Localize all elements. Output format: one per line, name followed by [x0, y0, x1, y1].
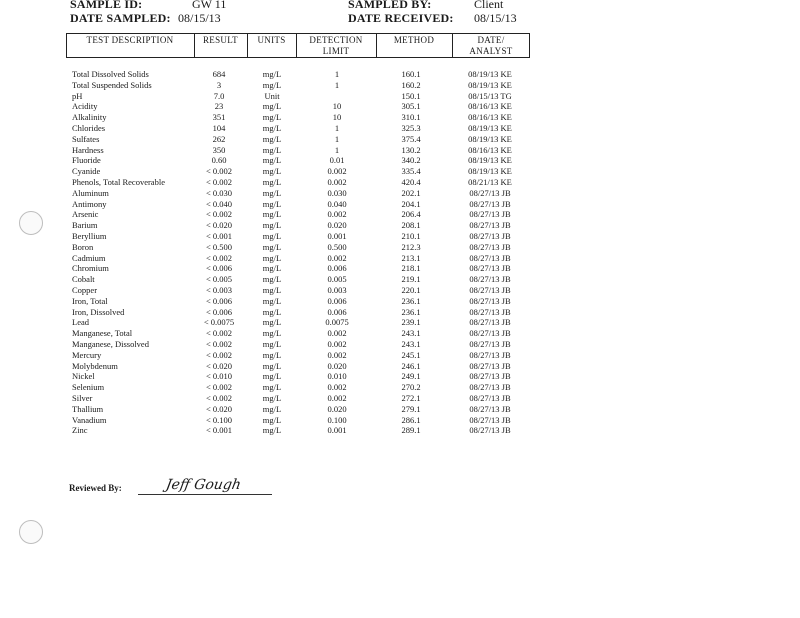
test-description: Antimony — [72, 198, 107, 209]
date-analyst-value: 08/16/13 KE — [468, 144, 512, 155]
test-description: Acidity — [72, 101, 98, 112]
date-analyst-value: 08/15/13 TG — [468, 90, 512, 101]
method-value: 340.2 — [401, 155, 421, 166]
test-description: Cobalt — [72, 274, 95, 285]
result-value: 3 — [216, 79, 222, 90]
method-value: 270.2 — [401, 382, 421, 393]
detection-limit-value: 0.040 — [327, 198, 347, 209]
col-detection-limit-line2: LIMIT — [322, 46, 350, 56]
unit-value: mg/L — [262, 317, 282, 328]
detection-limit-value: 10 — [332, 112, 342, 123]
result-value: < 0.002 — [205, 166, 233, 177]
method-value: 239.1 — [401, 317, 421, 328]
result-value: < 0.010 — [205, 371, 233, 382]
test-description: Alkalinity — [72, 112, 107, 123]
detection-limit-value: 0.002 — [327, 349, 347, 360]
unit-value: mg/L — [262, 392, 282, 403]
unit-value: mg/L — [262, 79, 282, 90]
test-description: Zinc — [72, 425, 88, 436]
detection-limit-value: 0.006 — [327, 306, 347, 317]
method-value: 420.4 — [401, 176, 421, 187]
test-description: Mercury — [72, 349, 102, 360]
test-description: Fluoride — [72, 155, 101, 166]
method-value: 243.1 — [401, 338, 421, 349]
result-value: 23 — [214, 101, 224, 112]
result-value: < 0.002 — [205, 349, 233, 360]
unit-value: mg/L — [262, 198, 282, 209]
result-value: < 0.001 — [205, 425, 233, 436]
unit-value: mg/L — [262, 382, 282, 393]
date-analyst-value: 08/27/13 JB — [469, 414, 511, 425]
method-value: 204.1 — [401, 198, 421, 209]
test-description: Manganese, Total — [72, 328, 133, 339]
method-value: 160.2 — [401, 79, 421, 90]
date-analyst-value: 08/27/13 JB — [469, 338, 511, 349]
unit-value: mg/L — [262, 133, 282, 144]
unit-value: mg/L — [262, 241, 282, 252]
method-value: 202.1 — [401, 187, 421, 198]
col-units: UNITS — [257, 35, 286, 45]
date-analyst-value: 08/19/13 KE — [468, 133, 512, 144]
unit-value: mg/L — [262, 166, 282, 177]
detection-limit-value: 0.002 — [327, 382, 347, 393]
table-row — [0, 415, 800, 426]
table-row — [0, 382, 800, 393]
result-value: < 0.006 — [205, 263, 233, 274]
table-row — [0, 220, 800, 231]
result-value: < 0.002 — [205, 209, 233, 220]
test-description: Boron — [72, 241, 94, 252]
result-value: 104 — [212, 122, 226, 133]
date-analyst-value: 08/27/13 JB — [469, 392, 511, 403]
test-description: Vanadium — [72, 414, 107, 425]
date-analyst-value: 08/19/13 KE — [468, 122, 512, 133]
test-description: Cyanide — [72, 166, 101, 177]
test-description: Iron, Total — [72, 295, 108, 306]
table-row — [0, 91, 800, 102]
method-value: 249.1 — [401, 371, 421, 382]
col-date-analyst-line1: DATE/ — [477, 35, 505, 45]
method-value: 160.1 — [401, 69, 421, 79]
method-value: 208.1 — [401, 220, 421, 231]
test-description: Chlorides — [72, 122, 106, 133]
result-value: < 0.500 — [205, 241, 233, 252]
date-analyst-value: 08/19/13 KE — [468, 79, 512, 90]
reviewed-by-label: Reviewed By: — [69, 483, 122, 493]
method-value: 375.4 — [401, 133, 421, 144]
test-description: Hardness — [72, 144, 104, 155]
col-method: METHOD — [393, 35, 435, 45]
sampled-by-value: Client — [474, 0, 504, 11]
date-analyst-value: 08/27/13 JB — [469, 295, 511, 306]
date-analyst-value: 08/27/13 JB — [469, 371, 511, 382]
date-analyst-value: 08/27/13 JB — [469, 425, 511, 436]
test-description: Selenium — [72, 382, 105, 393]
test-description: Arsenic — [72, 209, 99, 220]
detection-limit-value: 0.005 — [327, 274, 347, 285]
sample-id-value: GW 11 — [192, 0, 227, 11]
date-received-label: DATE RECEIVED: — [348, 11, 454, 25]
table-row — [0, 339, 800, 350]
test-description: Iron, Dissolved — [72, 306, 125, 317]
table-row — [0, 177, 800, 188]
method-value: 213.1 — [401, 252, 421, 263]
col-date-analyst-line2: ANALYST — [469, 46, 513, 56]
detection-limit-value: 0.002 — [327, 166, 347, 177]
method-value: 218.1 — [401, 263, 421, 274]
date-analyst-value: 08/27/13 JB — [469, 284, 511, 295]
result-value: 350 — [212, 144, 226, 155]
method-value: 335.4 — [401, 166, 421, 177]
result-value: < 0.002 — [205, 392, 233, 403]
method-value: 130.2 — [401, 144, 421, 155]
table-row — [0, 371, 800, 382]
unit-value: mg/L — [262, 425, 282, 436]
unit-value: mg/L — [262, 284, 282, 295]
result-value: < 0.0075 — [203, 317, 235, 328]
method-value: 279.1 — [401, 403, 421, 414]
unit-value: mg/L — [262, 144, 282, 155]
table-row — [0, 134, 800, 145]
date-analyst-value: 08/27/13 JB — [469, 209, 511, 220]
date-analyst-value: 08/21/13 KE — [468, 176, 512, 187]
result-value: 262 — [212, 133, 226, 144]
detection-limit-value: 0.0075 — [325, 317, 349, 328]
date-analyst-value: 08/27/13 JB — [469, 382, 511, 393]
detection-limit-value: 0.010 — [327, 371, 347, 382]
method-value: 206.4 — [401, 209, 421, 220]
table-row — [0, 350, 800, 361]
detection-limit-value: 0.006 — [327, 263, 347, 274]
unit-value: mg/L — [262, 176, 282, 187]
detection-limit-value: 0.002 — [327, 338, 347, 349]
test-description: Manganese, Dissolved — [72, 338, 149, 349]
method-value: 210.1 — [401, 230, 421, 241]
detection-limit-value: 0.002 — [327, 328, 347, 339]
test-description: Phenols, Total Recoverable — [72, 176, 165, 187]
unit-value: mg/L — [262, 338, 282, 349]
table-row — [0, 242, 800, 253]
table-row — [0, 253, 800, 264]
test-description: Silver — [72, 392, 93, 403]
unit-value: mg/L — [262, 349, 282, 360]
table-row — [0, 317, 800, 328]
test-description: Barium — [72, 220, 98, 231]
method-value: 219.1 — [401, 274, 421, 285]
date-analyst-value: 08/27/13 JB — [469, 317, 511, 328]
method-value: 245.1 — [401, 349, 421, 360]
detection-limit-value: 0.030 — [327, 187, 347, 198]
unit-value: mg/L — [262, 122, 282, 133]
table-row — [0, 285, 800, 296]
detection-limit-value: 0.020 — [327, 220, 347, 231]
result-value: < 0.040 — [205, 198, 233, 209]
table-row — [0, 199, 800, 210]
result-value: < 0.006 — [205, 295, 233, 306]
results-table — [0, 69, 800, 436]
unit-value: mg/L — [262, 306, 282, 317]
unit-value: Unit — [264, 90, 280, 101]
method-value: 243.1 — [401, 328, 421, 339]
detection-limit-value: 1 — [334, 69, 340, 79]
test-description: Cadmium — [72, 252, 106, 263]
date-analyst-value: 08/27/13 JB — [469, 263, 511, 274]
result-value: < 0.020 — [205, 220, 233, 231]
unit-value: mg/L — [262, 360, 282, 371]
result-value: < 0.003 — [205, 284, 233, 295]
test-description: Lead — [72, 317, 89, 328]
date-analyst-value: 08/27/13 JB — [469, 274, 511, 285]
table-row — [0, 425, 800, 436]
table-row — [0, 166, 800, 177]
date-analyst-value: 08/27/13 JB — [469, 187, 511, 198]
col-test-description: TEST DESCRIPTION — [86, 35, 174, 45]
unit-value: mg/L — [262, 263, 282, 274]
table-row — [0, 328, 800, 339]
test-description: Nickel — [72, 371, 95, 382]
table-row — [0, 155, 800, 166]
date-analyst-value: 08/27/13 JB — [469, 241, 511, 252]
result-value: < 0.002 — [205, 382, 233, 393]
result-value: < 0.006 — [205, 306, 233, 317]
method-value: 286.1 — [401, 414, 421, 425]
result-value: < 0.002 — [205, 176, 233, 187]
detection-limit-value: 10 — [332, 101, 342, 112]
date-analyst-value: 08/16/13 KE — [468, 112, 512, 123]
test-description: Aluminum — [72, 187, 109, 198]
date-analyst-value: 08/19/13 KE — [468, 69, 512, 79]
table-row — [0, 209, 800, 220]
result-value: < 0.020 — [205, 403, 233, 414]
detection-limit-value: 0.020 — [327, 403, 347, 414]
method-value: 150.1 — [401, 90, 421, 101]
table-row — [0, 307, 800, 318]
method-value: 289.1 — [401, 425, 421, 436]
unit-value: mg/L — [262, 209, 282, 220]
test-description: Thallium — [72, 403, 104, 414]
date-analyst-value: 08/27/13 JB — [469, 252, 511, 263]
method-value: 325.3 — [401, 122, 421, 133]
date-analyst-value: 08/27/13 JB — [469, 328, 511, 339]
result-value: < 0.030 — [205, 187, 233, 198]
result-value: < 0.002 — [205, 338, 233, 349]
date-sampled-value: 08/15/13 — [178, 11, 221, 25]
result-value: 351 — [212, 112, 226, 123]
table-row — [0, 69, 800, 80]
unit-value: mg/L — [262, 274, 282, 285]
unit-value: mg/L — [262, 220, 282, 231]
test-description: pH — [72, 90, 83, 101]
table-row — [0, 393, 800, 404]
unit-value: mg/L — [262, 69, 282, 79]
unit-value: mg/L — [262, 371, 282, 382]
test-description: Copper — [72, 284, 98, 295]
date-sampled-label: DATE SAMPLED: — [70, 11, 171, 25]
method-value: 236.1 — [401, 306, 421, 317]
unit-value: mg/L — [262, 112, 282, 123]
date-analyst-value: 08/27/13 JB — [469, 349, 511, 360]
detection-limit-value: 1 — [334, 122, 340, 133]
date-analyst-value: 08/27/13 JB — [469, 306, 511, 317]
method-value: 212.3 — [401, 241, 421, 252]
detection-limit-value: 0.01 — [329, 155, 345, 166]
detection-limit-value: 0.003 — [327, 284, 347, 295]
col-result: RESULT — [203, 35, 238, 45]
date-analyst-value: 08/27/13 JB — [469, 230, 511, 241]
result-value: < 0.100 — [205, 414, 233, 425]
date-analyst-value: 08/27/13 JB — [469, 360, 511, 371]
reviewer-signature: Jeff Gough — [164, 477, 243, 493]
unit-value: mg/L — [262, 101, 282, 112]
unit-value: mg/L — [262, 187, 282, 198]
detection-limit-value: 0.002 — [327, 392, 347, 403]
date-analyst-value: 08/19/13 KE — [468, 166, 512, 177]
unit-value: mg/L — [262, 155, 282, 166]
date-analyst-value: 08/27/13 JB — [469, 220, 511, 231]
table-row — [0, 263, 800, 274]
col-detection-limit-line1: DETECTION — [309, 35, 363, 45]
date-analyst-value: 08/27/13 JB — [469, 403, 511, 414]
test-description: Total Dissolved Solids — [72, 69, 149, 79]
table-row — [0, 145, 800, 156]
table-row — [0, 123, 800, 134]
detection-limit-value: 0.100 — [327, 414, 347, 425]
test-description: Total Suspended Solids — [72, 79, 152, 90]
method-value: 305.1 — [401, 101, 421, 112]
signature-line — [138, 494, 272, 495]
detection-limit-value: 1 — [334, 144, 340, 155]
date-received-value: 08/15/13 — [474, 11, 517, 25]
sampled-by-label: SAMPLED BY: — [348, 0, 432, 11]
test-description: Molybdenum — [72, 360, 118, 371]
result-value: 0.60 — [211, 155, 227, 166]
date-analyst-value: 08/19/13 KE — [468, 155, 512, 166]
detection-limit-value: 1 — [334, 79, 340, 90]
unit-value: mg/L — [262, 403, 282, 414]
detection-limit-value: 0.020 — [327, 360, 347, 371]
punch-hole — [19, 520, 43, 544]
result-value: < 0.020 — [205, 360, 233, 371]
table-row — [0, 188, 800, 199]
result-value: < 0.002 — [205, 328, 233, 339]
punch-hole — [19, 211, 43, 235]
method-value: 272.1 — [401, 392, 421, 403]
detection-limit-value: 0.001 — [327, 230, 347, 241]
unit-value: mg/L — [262, 295, 282, 306]
table-row — [0, 274, 800, 285]
table-row — [0, 231, 800, 242]
date-analyst-value: 08/27/13 JB — [469, 198, 511, 209]
result-value: 7.0 — [213, 90, 225, 101]
detection-limit-value: 1 — [334, 133, 340, 144]
unit-value: mg/L — [262, 328, 282, 339]
result-value: < 0.002 — [205, 252, 233, 263]
table-row — [0, 404, 800, 415]
table-row — [0, 361, 800, 372]
test-description: Beryllium — [72, 230, 107, 241]
detection-limit-value: 0.500 — [327, 241, 347, 252]
method-value: 310.1 — [401, 112, 421, 123]
detection-limit-value: 0.006 — [327, 295, 347, 306]
detection-limit-value: 0.002 — [327, 209, 347, 220]
result-value: < 0.005 — [205, 274, 233, 285]
unit-value: mg/L — [262, 414, 282, 425]
method-value: 220.1 — [401, 284, 421, 295]
table-row — [0, 101, 800, 112]
detection-limit-value: 0.002 — [327, 176, 347, 187]
unit-value: mg/L — [262, 252, 282, 263]
unit-value: mg/L — [262, 230, 282, 241]
method-value: 246.1 — [401, 360, 421, 371]
table-row — [0, 296, 800, 307]
result-value: < 0.001 — [205, 230, 233, 241]
date-analyst-value: 08/16/13 KE — [468, 101, 512, 112]
table-row — [0, 80, 800, 91]
table-row — [0, 112, 800, 123]
detection-limit-value: 0.002 — [327, 252, 347, 263]
test-description: Sulfates — [72, 133, 100, 144]
test-description: Chromium — [72, 263, 109, 274]
sample-id-label: SAMPLE ID: — [70, 0, 143, 11]
method-value: 236.1 — [401, 295, 421, 306]
result-value: 684 — [212, 69, 226, 79]
detection-limit-value: 0.001 — [327, 425, 347, 436]
